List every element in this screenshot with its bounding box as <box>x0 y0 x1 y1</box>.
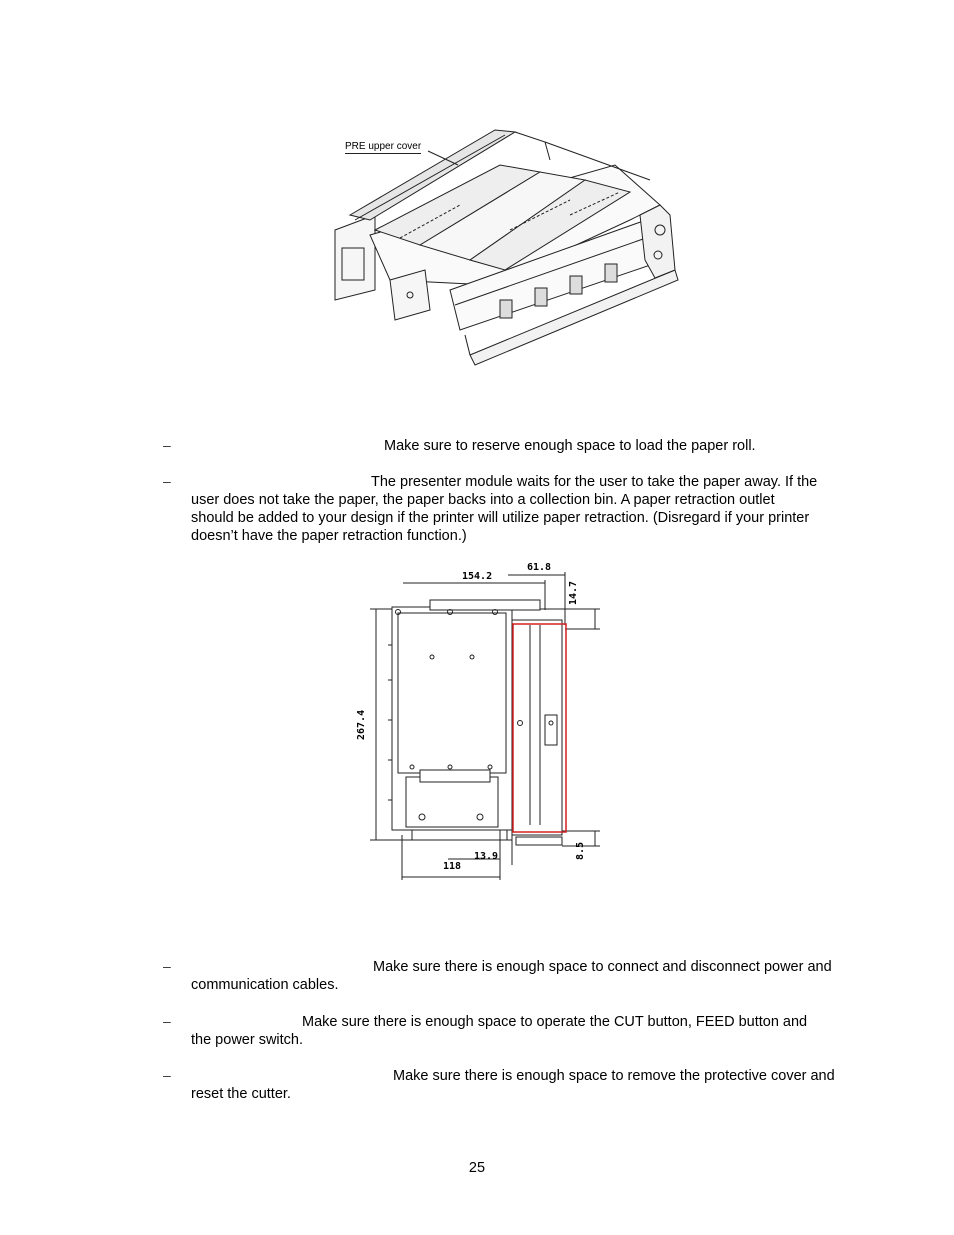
bullet-line: Make sure there is enough space to operate the CUT button, FEED button and <box>302 1014 808 1030</box>
bullet-line: user does not take the paper, the paper backs into a collection bin. A paper retraction outlet <box>191 492 775 508</box>
bullet-presenter-module <box>191 473 817 545</box>
bullet-line: should be added to your design if the printer will utilize paper retraction. (Disregard if your printer <box>191 510 810 526</box>
bullet-line: The presenter module waits for the user to take the paper away. If the <box>371 474 818 490</box>
bullet-dash: – <box>163 473 171 489</box>
bullet-line: doesn’t have the paper retraction function.) <box>191 528 467 544</box>
bullet-dash: – <box>163 1067 171 1083</box>
dim-14-7: 14.7 <box>568 580 579 605</box>
bullet-line: the power switch. <box>191 1032 304 1048</box>
printer-isometric-drawing <box>330 120 690 380</box>
bullet-line: reset the cutter. <box>191 1086 291 1102</box>
bullet-paper-roll-space <box>384 437 756 455</box>
pre-upper-cover-callout: PRE upper cover <box>345 141 422 152</box>
bullet-line: communication cables. <box>191 977 339 993</box>
bullet-dash: – <box>163 958 171 974</box>
dim-267-4: 267.4 <box>356 709 367 740</box>
bullet-buttons-space <box>191 1013 807 1049</box>
bullet-dash: – <box>163 1013 171 1029</box>
bullet-cables-space <box>191 958 832 994</box>
page-number: 25 <box>468 1160 486 1176</box>
dim-61-8: 61.8 <box>527 562 552 573</box>
bullet-line: Make sure to reserve enough space to load the paper roll. <box>384 438 756 454</box>
dim-13-9: 13.9 <box>474 851 499 862</box>
dim-8-5: 8.5 <box>575 841 586 860</box>
bullet-cutter-space <box>191 1067 835 1103</box>
bullet-line: Make sure there is enough space to remove the protective cover and <box>393 1068 835 1084</box>
dim-154-2: 154.2 <box>462 571 493 582</box>
bullet-line: Make sure there is enough space to connect and disconnect power and <box>373 959 832 975</box>
dim-118: 118 <box>443 861 462 872</box>
bullet-dash: – <box>163 437 171 453</box>
